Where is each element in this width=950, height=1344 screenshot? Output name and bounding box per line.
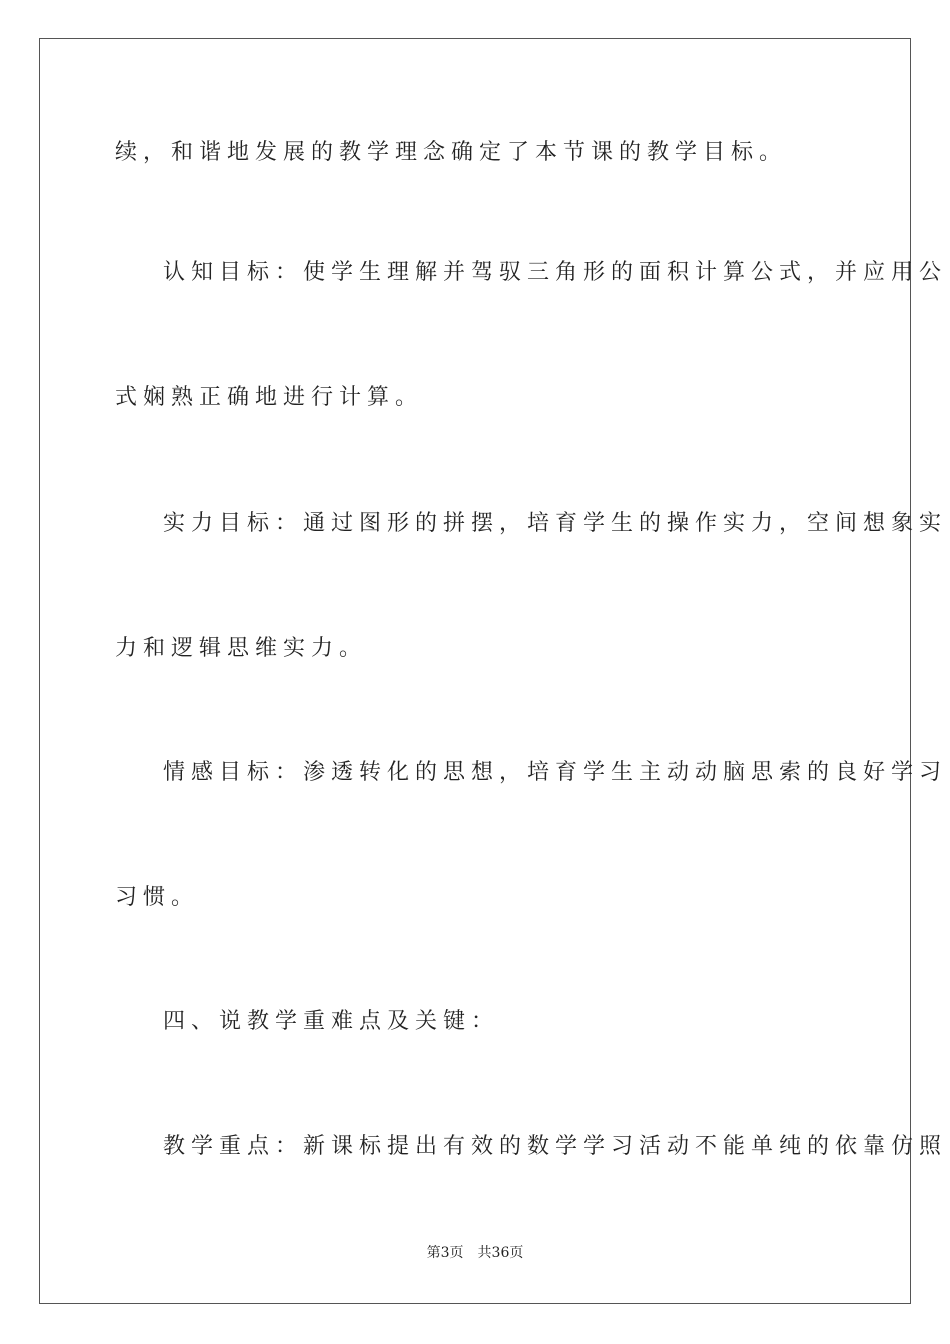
paragraph-line: 力和逻辑思维实力。	[115, 636, 368, 661]
page-number: 第3页	[426, 1245, 464, 1261]
paragraph-line: 续，和谐地发展的教学理念确定了本节课的教学目标。	[115, 140, 788, 165]
paragraph-line: 习惯。	[115, 885, 200, 910]
paragraph-line: 教学重点：新课标提出有效的数学学习活动不能单纯的依靠仿照	[163, 1134, 948, 1159]
page-border	[39, 38, 948, 1304]
paragraph-line: 认知目标：使学生理解并驾驭三角形的面积计算公式，并应用公	[163, 260, 948, 285]
paragraph-line: 式娴熟正确地进行计算。	[115, 385, 424, 410]
page-total: 共36页	[477, 1245, 524, 1261]
section-heading: 四、说教学重难点及关键：	[163, 1009, 500, 1034]
page-footer	[0, 1243, 950, 1263]
paragraph-line: 实力目标：通过图形的拼摆，培育学生的操作实力，空间想象实	[163, 511, 948, 536]
paragraph-line: 情感目标：渗透转化的思想，培育学生主动动脑思索的良好学习	[163, 760, 948, 785]
